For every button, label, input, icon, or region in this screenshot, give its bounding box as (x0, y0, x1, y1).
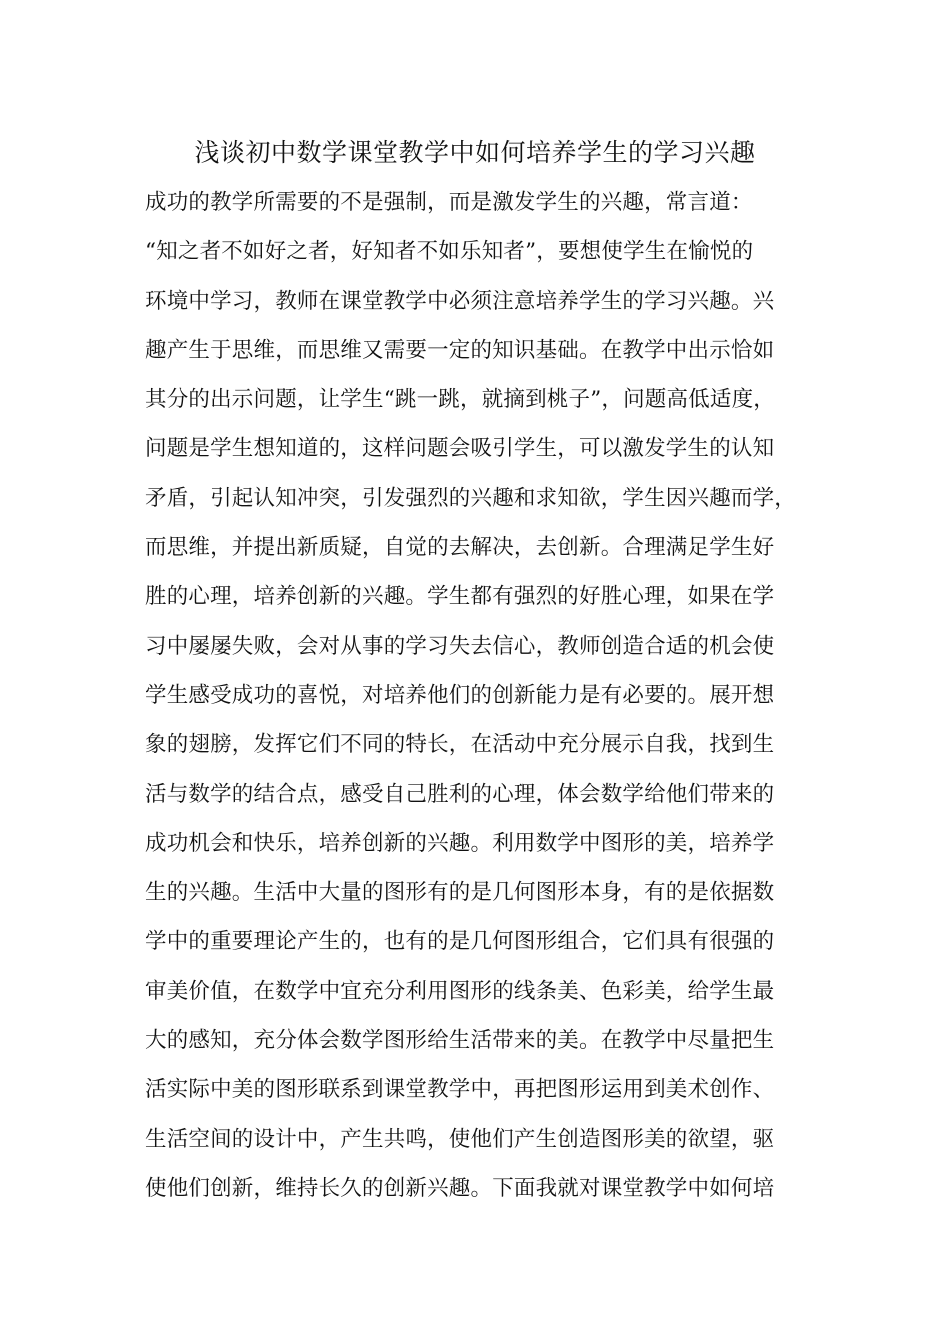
body-line: 生的兴趣。生活中大量的图形有的是几何图形本身，有的是依据数 (145, 880, 775, 906)
body-line: 学生感受成功的喜悦，对培养他们的创新能力是有必要的。展开想 (145, 682, 775, 708)
document-title: 浅谈初中数学课堂教学中如何培养学生的学习兴趣 (194, 138, 756, 167)
body-line: 而思维，并提出新质疑，自觉的去解决，去创新。合理满足学生好 (145, 535, 775, 561)
body-line: 胜的心理，培养创新的兴趣。学生都有强烈的好胜心理，如果在学 (145, 584, 775, 610)
body-line: 问题是学生想知道的，这样问题会吸引学生，可以激发学生的认知 (145, 436, 775, 462)
body-line: 矛盾，引起认知冲突，引发强烈的兴趣和求知欲，学生因兴趣而学， (145, 485, 797, 511)
body-line: 活与数学的结合点，感受自己胜利的心理，体会数学给他们带来的 (145, 781, 775, 807)
body-line: 使他们创新，维持长久的创新兴趣。下面我就对课堂教学中如何培 (145, 1175, 775, 1201)
body-line: 审美价值，在数学中宜充分利用图形的线条美、色彩美，给学生最 (145, 978, 775, 1004)
body-line: 成功机会和快乐，培养创新的兴趣。利用数学中图形的美，培养学 (145, 830, 775, 856)
body-line: “知之者不如好之者，好知者不如乐知者”，要想使学生在愉悦的 (145, 239, 754, 265)
body-line: 象的翅膀，发挥它们不同的特长，在活动中充分展示自我，找到生 (145, 732, 775, 758)
body-line: 成功的教学所需要的不是强制，而是激发学生的兴趣，常言道： (145, 190, 753, 215)
body-line: 生活空间的设计中，产生共鸣，使他们产生创造图形美的欲望，驱 (145, 1126, 775, 1152)
document-body (145, 178, 845, 1213)
body-line: 环境中学习，教师在课堂教学中必须注意培养学生的学习兴趣。兴 (145, 288, 775, 314)
body-line: 其分的出示问题，让学生“跳一跳，就摘到桃子”，问题高低适度， (145, 387, 775, 413)
body-line: 习中屡屡失败，会对从事的学习失去信心，教师创造合适的机会使 (145, 633, 775, 659)
body-line: 活实际中美的图形联系到课堂教学中，再把图形运用到美术创作、 (145, 1077, 775, 1103)
body-line: 大的感知，充分体会数学图形给生活带来的美。在教学中尽量把生 (145, 1028, 775, 1054)
body-line: 学中的重要理论产生的，也有的是几何图形组合，它们具有很强的 (145, 929, 775, 955)
body-line: 趣产生于思维，而思维又需要一定的知识基础。在教学中出示恰如 (145, 337, 775, 363)
